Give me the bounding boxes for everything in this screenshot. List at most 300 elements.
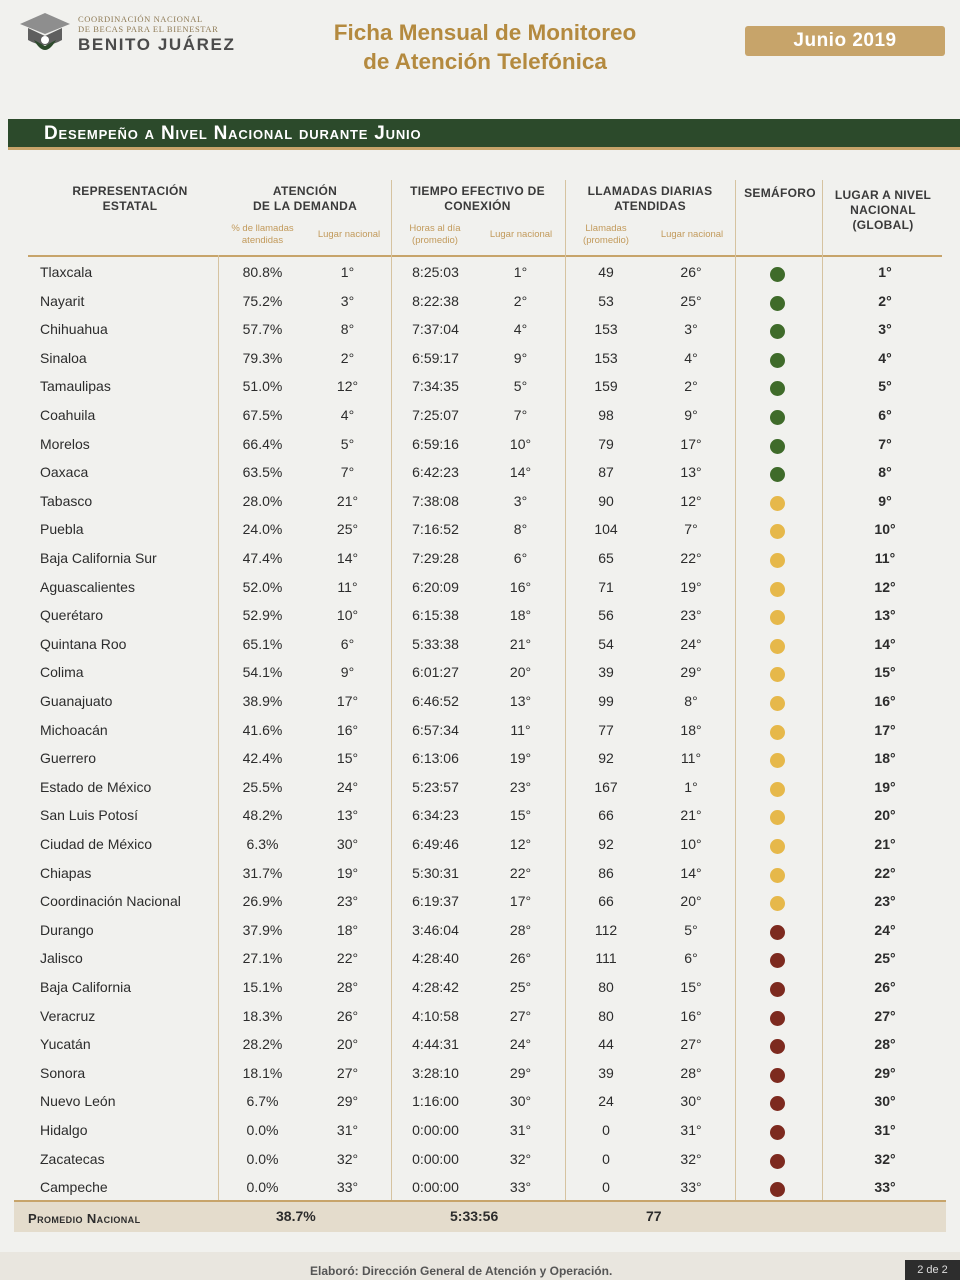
global-rank: 22°	[874, 864, 896, 881]
global-rank: 27°	[874, 1007, 896, 1024]
calls-rank: 5°	[684, 921, 698, 938]
global-rank: 7°	[878, 435, 892, 452]
table-body	[0, 258, 960, 1203]
traffic-light-yellow-icon	[770, 582, 785, 597]
state-name: Chiapas	[40, 864, 92, 881]
attended-pct: 18.3%	[242, 1007, 283, 1024]
calls-rank: 7°	[684, 521, 698, 538]
calls-rank: 27°	[680, 1036, 702, 1053]
daily-calls: 66	[598, 893, 614, 910]
global-rank: 25°	[874, 950, 896, 967]
connection-time: 6:13:06	[412, 750, 459, 767]
col-sub-demand-rank: Lugar nacional	[317, 229, 381, 240]
connection-time: 7:38:08	[412, 492, 459, 509]
time-rank: 3°	[513, 492, 528, 509]
daily-calls: 44	[598, 1036, 614, 1053]
daily-calls: 66	[598, 807, 614, 824]
table-row	[0, 1002, 960, 1031]
month-badge: Junio 2019	[745, 26, 945, 56]
col-sub-time-hours	[396, 223, 474, 247]
connection-time: 8:25:03	[412, 264, 459, 280]
demand-rank: 6°	[340, 635, 355, 652]
demand-rank: 15°	[336, 750, 359, 767]
daily-calls: 98	[598, 407, 614, 423]
col-header-calls-line2: ATENDIDAS	[614, 199, 686, 213]
time-rank: 19°	[509, 750, 532, 767]
connection-time: 3:28:10	[412, 1064, 459, 1081]
attended-pct: 75.2%	[242, 292, 283, 309]
col-sub-calls-avg-line1: Llamadas	[585, 223, 627, 234]
attended-pct: 28.2%	[242, 1036, 283, 1053]
attended-pct: 63.5%	[242, 464, 283, 481]
daily-calls: 99	[598, 693, 614, 709]
demand-rank: 16°	[336, 721, 359, 738]
global-rank: 29°	[874, 1064, 896, 1081]
global-rank: 1°	[878, 264, 892, 280]
table-row	[0, 573, 960, 602]
traffic-light-yellow-icon	[770, 553, 785, 568]
demand-rank: 20°	[336, 1036, 359, 1053]
national-average-pct: 38.7%	[276, 1208, 316, 1224]
demand-rank: 8°	[340, 321, 355, 338]
global-rank: 9°	[878, 492, 892, 509]
calls-rank: 13°	[680, 464, 702, 481]
calls-rank: 33°	[680, 1179, 702, 1196]
global-rank: 6°	[878, 407, 892, 423]
col-sub-time-rank: Lugar nacional	[489, 229, 553, 240]
time-rank: 26°	[509, 950, 532, 967]
traffic-light-yellow-icon	[770, 896, 785, 911]
state-name: Hidalgo	[40, 1122, 88, 1138]
connection-time: 6:59:16	[412, 435, 459, 452]
state-name: Michoacán	[40, 721, 108, 738]
table-row	[0, 430, 960, 459]
global-rank: 8°	[878, 464, 892, 481]
time-rank: 4°	[513, 321, 528, 338]
table-row	[0, 687, 960, 716]
daily-calls: 39	[598, 664, 614, 681]
calls-rank: 11°	[680, 750, 702, 767]
daily-calls: 153	[594, 349, 618, 366]
daily-calls: 56	[598, 607, 614, 624]
time-rank: 13°	[509, 693, 532, 709]
table-row	[0, 344, 960, 373]
connection-time: 6:19:37	[412, 893, 459, 910]
attended-pct: 42.4%	[242, 750, 283, 767]
institution-logo-icon	[14, 10, 76, 62]
attended-pct: 0.0%	[246, 1179, 279, 1196]
state-name: Morelos	[40, 435, 90, 452]
traffic-light-green-icon	[770, 353, 785, 368]
demand-rank: 32°	[336, 1150, 359, 1167]
traffic-light-yellow-icon	[770, 610, 785, 625]
daily-calls: 80	[598, 979, 614, 995]
attended-pct: 6.3%	[246, 836, 279, 852]
state-name: Campeche	[40, 1179, 108, 1196]
table-row	[0, 1030, 960, 1059]
connection-time: 5:33:38	[412, 635, 459, 652]
calls-rank: 19°	[680, 578, 702, 595]
col-sub-time-hours-line1: Horas al día	[409, 223, 461, 234]
calls-rank: 2°	[684, 378, 698, 395]
state-name: Tamaulipas	[40, 378, 111, 395]
state-name: Tlaxcala	[40, 264, 93, 280]
table-row	[0, 458, 960, 487]
attended-pct: 51.0%	[242, 378, 283, 395]
traffic-light-yellow-icon	[770, 810, 785, 825]
daily-calls: 54	[598, 635, 614, 652]
global-rank: 32°	[874, 1150, 896, 1167]
demand-rank: 14°	[336, 550, 359, 566]
attended-pct: 52.9%	[242, 607, 283, 624]
state-name: Oaxaca	[40, 464, 89, 481]
traffic-light-yellow-icon	[770, 524, 785, 539]
state-name: Baja California Sur	[40, 550, 157, 566]
demand-rank: 3°	[340, 292, 355, 309]
col-sub-calls-rank: Lugar nacional	[660, 229, 724, 240]
document-title	[250, 18, 720, 76]
state-name: Coahuila	[40, 407, 96, 423]
col-header-global	[830, 188, 936, 233]
traffic-light-green-icon	[770, 439, 785, 454]
global-rank: 28°	[874, 1036, 896, 1053]
calls-rank: 15°	[680, 979, 702, 995]
calls-rank: 18°	[680, 721, 702, 738]
state-name: Veracruz	[40, 1007, 96, 1024]
time-rank: 2°	[513, 292, 528, 309]
connection-time: 1:16:00	[412, 1093, 459, 1110]
table-row	[0, 916, 960, 945]
calls-rank: 25°	[680, 292, 702, 309]
time-rank: 33°	[509, 1179, 532, 1196]
col-header-time	[395, 184, 560, 214]
daily-calls: 65	[598, 550, 614, 566]
traffic-light-green-icon	[770, 267, 785, 282]
attended-pct: 31.7%	[242, 864, 283, 881]
daily-calls: 77	[598, 721, 614, 738]
demand-rank: 10°	[336, 607, 359, 624]
table-row	[0, 287, 960, 316]
table-header	[0, 170, 960, 260]
attended-pct: 0.0%	[246, 1122, 279, 1138]
state-name: Guerrero	[40, 750, 97, 767]
time-rank: 8°	[513, 521, 528, 538]
table-row	[0, 887, 960, 916]
global-rank: 13°	[874, 607, 896, 624]
traffic-light-green-icon	[770, 381, 785, 396]
connection-time: 6:49:46	[412, 836, 459, 852]
page-number: 2 de 2	[905, 1260, 960, 1280]
attended-pct: 27.1%	[242, 950, 283, 967]
connection-time: 7:25:07	[412, 407, 459, 423]
global-rank: 31°	[874, 1122, 896, 1138]
traffic-light-green-icon	[770, 467, 785, 482]
col-header-state	[55, 184, 205, 214]
demand-rank: 4°	[340, 407, 355, 423]
time-rank: 28°	[509, 921, 532, 938]
connection-time: 7:34:35	[412, 378, 459, 395]
state-name: Querétaro	[40, 607, 104, 624]
state-name: Yucatán	[40, 1036, 91, 1053]
time-rank: 15°	[509, 807, 532, 824]
attended-pct: 0.0%	[246, 1150, 279, 1167]
time-rank: 9°	[513, 349, 528, 366]
global-rank: 21°	[874, 836, 896, 852]
attended-pct: 38.9%	[242, 693, 283, 709]
demand-rank: 25°	[336, 521, 359, 538]
connection-time: 7:29:28	[412, 550, 459, 566]
time-rank: 7°	[513, 407, 528, 423]
daily-calls: 79	[598, 435, 614, 452]
state-name: Jalisco	[40, 950, 83, 967]
global-rank: 15°	[874, 664, 896, 681]
global-rank: 11°	[874, 550, 896, 566]
traffic-light-red-icon	[770, 925, 785, 940]
calls-rank: 16°	[680, 1007, 702, 1024]
calls-rank: 31°	[680, 1122, 702, 1138]
time-rank: 20°	[509, 664, 532, 681]
table-row	[0, 944, 960, 973]
state-name: Nuevo León	[40, 1093, 116, 1110]
demand-rank: 11°	[337, 578, 358, 595]
attended-pct: 25.5%	[242, 778, 283, 795]
traffic-light-yellow-icon	[770, 782, 785, 797]
demand-rank: 12°	[336, 378, 359, 395]
state-name: Chihuahua	[40, 321, 108, 338]
demand-rank: 23°	[336, 893, 359, 910]
connection-time: 4:10:58	[412, 1007, 459, 1024]
table-row	[0, 258, 960, 287]
calls-rank: 24°	[680, 635, 702, 652]
table-row	[0, 487, 960, 516]
demand-rank: 21°	[336, 492, 359, 509]
time-rank: 14°	[509, 464, 532, 481]
traffic-light-red-icon	[770, 1011, 785, 1026]
calls-rank: 17°	[680, 435, 702, 452]
connection-time: 4:28:42	[412, 979, 459, 995]
calls-rank: 21°	[680, 807, 702, 824]
attended-pct: 54.1%	[242, 664, 283, 681]
connection-time: 6:34:23	[412, 807, 459, 824]
calls-rank: 20°	[680, 893, 702, 910]
traffic-light-yellow-icon	[770, 725, 785, 740]
table-row	[0, 658, 960, 687]
time-rank: 22°	[509, 864, 532, 881]
time-rank: 17°	[509, 893, 532, 910]
demand-rank: 29°	[336, 1093, 359, 1110]
daily-calls: 71	[598, 578, 614, 595]
daily-calls: 80	[598, 1007, 614, 1024]
global-rank: 26°	[874, 979, 896, 995]
time-rank: 25°	[509, 979, 532, 995]
global-rank: 4°	[878, 349, 892, 366]
demand-rank: 1°	[340, 264, 355, 280]
time-rank: 24°	[509, 1036, 532, 1053]
demand-rank: 17°	[336, 693, 359, 709]
col-header-global-line1: LUGAR A NIVEL	[834, 188, 932, 202]
demand-rank: 30°	[336, 836, 359, 852]
traffic-light-red-icon	[770, 1068, 785, 1083]
time-rank: 21°	[509, 635, 532, 652]
demand-rank: 27°	[336, 1064, 359, 1081]
demand-rank: 24°	[336, 778, 359, 795]
traffic-light-red-icon	[770, 1096, 785, 1111]
table-row	[0, 1087, 960, 1116]
traffic-light-red-icon	[770, 982, 785, 997]
national-average-label: Promedio Nacional	[28, 1211, 141, 1226]
attended-pct: 48.2%	[242, 807, 283, 824]
calls-rank: 30°	[680, 1093, 702, 1110]
traffic-light-yellow-icon	[770, 839, 785, 854]
table-row	[0, 515, 960, 544]
col-header-light: SEMÁFORO	[744, 186, 816, 200]
calls-rank: 3°	[684, 321, 698, 338]
demand-rank: 5°	[340, 435, 355, 452]
global-rank: 30°	[874, 1093, 896, 1110]
col-header-demand	[225, 184, 385, 214]
attended-pct: 37.9%	[242, 921, 283, 938]
demand-rank: 2°	[340, 349, 355, 366]
connection-time: 6:46:52	[412, 693, 459, 709]
demand-rank: 33°	[336, 1179, 359, 1196]
table-row	[0, 716, 960, 745]
time-rank: 5°	[513, 378, 528, 395]
connection-time: 8:22:38	[412, 292, 459, 309]
table-row	[0, 744, 960, 773]
time-rank: 23°	[509, 778, 532, 795]
state-name: Puebla	[40, 521, 84, 538]
time-rank: 12°	[509, 836, 532, 852]
daily-calls: 104	[594, 521, 618, 538]
daily-calls: 92	[598, 836, 614, 852]
national-average-row	[14, 1200, 946, 1232]
page-header	[0, 0, 960, 110]
table-row	[0, 630, 960, 659]
attended-pct: 15.1%	[242, 979, 283, 995]
global-rank: 19°	[874, 778, 896, 795]
state-name: Guanajuato	[40, 693, 113, 709]
national-average-calls: 77	[646, 1208, 662, 1224]
connection-time: 3:46:04	[412, 921, 459, 938]
demand-rank: 22°	[336, 950, 359, 967]
attended-pct: 65.1%	[242, 635, 283, 652]
calls-rank: 23°	[680, 607, 702, 624]
attended-pct: 24.0%	[242, 521, 283, 538]
traffic-light-green-icon	[770, 324, 785, 339]
state-name: Estado de México	[40, 778, 152, 795]
demand-rank: 19°	[336, 864, 359, 881]
global-rank: 16°	[874, 693, 896, 709]
connection-time: 7:37:04	[412, 321, 459, 338]
state-name: Ciudad de México	[40, 836, 153, 852]
global-rank: 23°	[874, 893, 896, 910]
col-header-calls	[570, 184, 730, 214]
table-row	[0, 1059, 960, 1088]
global-rank: 2°	[878, 292, 892, 309]
time-rank: 30°	[509, 1093, 532, 1110]
col-header-time-line2: CONEXIÓN	[444, 199, 511, 213]
demand-rank: 26°	[336, 1007, 359, 1024]
table-row	[0, 315, 960, 344]
col-sub-demand-pct-line1: % de llamadas	[231, 223, 294, 234]
calls-rank: 9°	[684, 407, 698, 423]
document-title-line1: Ficha Mensual de Monitoreo	[333, 20, 637, 45]
daily-calls: 167	[594, 778, 618, 795]
calls-rank: 29°	[680, 664, 702, 681]
state-name: Coordinación Nacional	[40, 893, 181, 910]
global-rank: 24°	[874, 921, 896, 938]
attended-pct: 57.7%	[242, 321, 283, 338]
traffic-light-red-icon	[770, 1154, 785, 1169]
attended-pct: 6.7%	[246, 1093, 279, 1110]
global-rank: 18°	[874, 750, 896, 767]
state-name: Sinaloa	[40, 349, 87, 366]
calls-rank: 14°	[680, 864, 702, 881]
global-rank: 10°	[874, 521, 896, 538]
col-header-demand-line2: DE LA DEMANDA	[252, 199, 358, 213]
daily-calls: 153	[594, 321, 618, 338]
table-row	[0, 401, 960, 430]
calls-rank: 1°	[684, 778, 698, 795]
traffic-light-green-icon	[770, 296, 785, 311]
time-rank: 18°	[509, 607, 532, 624]
table-row	[0, 1145, 960, 1174]
attended-pct: 47.4%	[242, 550, 283, 566]
connection-time: 0:00:00	[412, 1122, 459, 1138]
traffic-light-yellow-icon	[770, 639, 785, 654]
connection-time: 0:00:00	[412, 1179, 459, 1196]
traffic-light-yellow-icon	[770, 868, 785, 883]
traffic-light-green-icon	[770, 410, 785, 425]
connection-time: 4:28:40	[412, 950, 459, 967]
state-name: Nayarit	[40, 292, 85, 309]
org-subtitle-line1: COORDINACIÓN NACIONAL	[78, 14, 203, 24]
table-row	[0, 773, 960, 802]
daily-calls: 111	[595, 950, 617, 967]
calls-rank: 32°	[680, 1150, 702, 1167]
table-row	[0, 601, 960, 630]
state-name: Sonora	[40, 1064, 86, 1081]
attended-pct: 79.3%	[242, 349, 283, 366]
daily-calls: 0	[602, 1150, 610, 1167]
demand-rank: 9°	[340, 664, 355, 681]
header-divider	[28, 255, 942, 257]
time-rank: 16°	[509, 578, 532, 595]
time-rank: 29°	[509, 1064, 532, 1081]
daily-calls: 90	[598, 492, 614, 509]
col-sub-calls-avg	[570, 223, 642, 247]
traffic-light-yellow-icon	[770, 696, 785, 711]
demand-rank: 13°	[336, 807, 359, 824]
col-header-demand-line1: ATENCIÓN	[272, 184, 338, 198]
daily-calls: 92	[598, 750, 614, 767]
col-sub-demand-pct	[220, 223, 305, 247]
traffic-light-red-icon	[770, 1125, 785, 1140]
demand-rank: 31°	[336, 1122, 359, 1138]
time-rank: 31°	[509, 1122, 532, 1138]
footer-credit: Elaboró: Dirección General de Atención y Operación.	[310, 1264, 613, 1278]
connection-time: 6:57:34	[412, 721, 459, 738]
global-rank: 20°	[874, 807, 896, 824]
state-name: Aguascalientes	[40, 578, 135, 595]
daily-calls: 0	[602, 1122, 610, 1138]
connection-time: 6:42:23	[412, 464, 459, 481]
daily-calls: 87	[598, 464, 614, 481]
traffic-light-red-icon	[770, 1182, 785, 1197]
table-row	[0, 859, 960, 888]
traffic-light-red-icon	[770, 953, 785, 968]
org-subtitle-line2: DE BECAS PARA EL BIENESTAR	[78, 24, 219, 34]
